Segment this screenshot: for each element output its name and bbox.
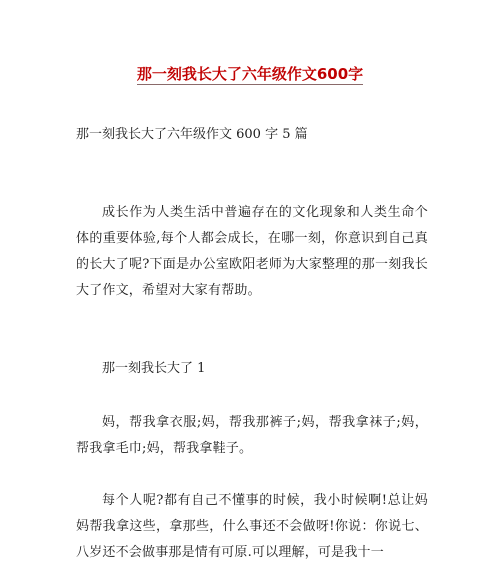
intro-paragraph	[76, 200, 428, 304]
document-title-text: 那一刻我长大了六年级作文600字	[136, 65, 364, 83]
section-heading: 那一刻我长大了 1	[102, 361, 206, 376]
paragraph-3	[76, 488, 428, 566]
intro-paragraph-text: 成长作为人类生活中普遍存在的文化现象和人类生命个体的重要体验,每个人都会成长，在哪一刻，你意识到自己真的长大了呢?下面是办公室欧阳老师为大家整理的那一刻我长大了作文，希望对大家有帮助。	[76, 205, 428, 298]
paragraph-3-text: 每个人呢?都有自己不懂事的时候，我小时候啊!总让妈妈帮我拿这些，拿那些，什么事还不会做呀!你说：你说七、八岁还不会做事那是情有可原.可以理解，可是我十一	[76, 493, 428, 560]
document-title	[0, 64, 500, 84]
paragraph-2	[76, 410, 428, 462]
paragraph-2-text: 妈，帮我拿衣服;妈，帮我那裤子;妈，帮我拿袜子;妈，帮我拿毛巾;妈，帮我拿鞋子。	[76, 415, 428, 456]
document-subtitle: 那一刻我长大了六年级作文 600 字 5 篇	[76, 127, 308, 142]
